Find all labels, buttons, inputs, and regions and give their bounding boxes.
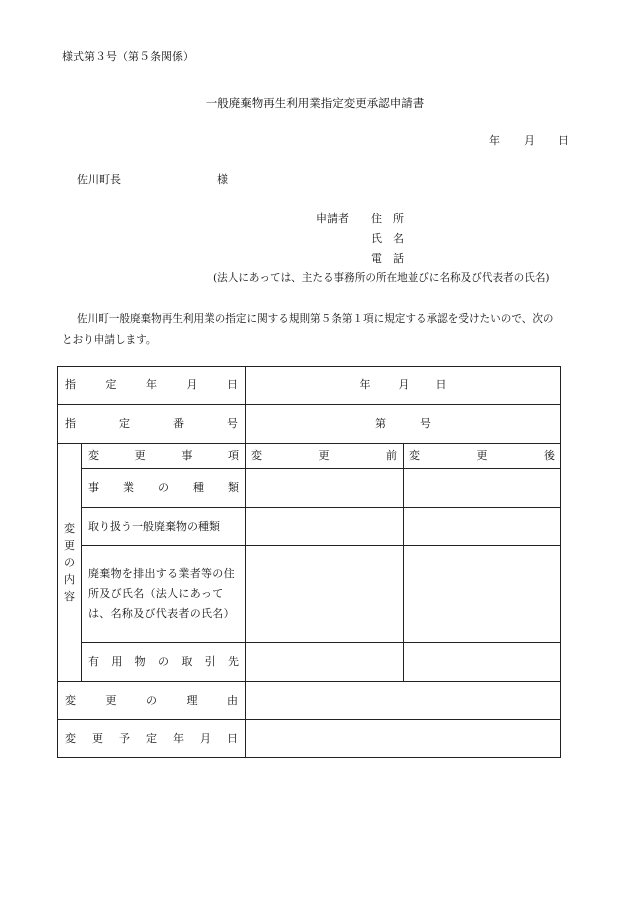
designation-number-value: 第 号 bbox=[375, 417, 431, 430]
date-year: 年 bbox=[489, 134, 500, 147]
row-trade-partner: 有 用 物 の 取 引 先 bbox=[88, 655, 239, 668]
addressee-honorific: 様 bbox=[217, 173, 228, 186]
applicant-note: (法人にあっては、主たる事務所の所在地並びに名称及び代表者の氏名) bbox=[213, 272, 550, 284]
application-table bbox=[57, 366, 561, 758]
row-waste-type: 取り扱う一般廃棄物の種類 bbox=[88, 519, 220, 533]
page-title: 一般廃棄物再生利用業指定変更承認申請書 bbox=[205, 96, 425, 110]
row-business-type: 事 業 の 種 類 bbox=[88, 481, 239, 494]
body-text-line-2: とおり申請します。 bbox=[62, 334, 157, 346]
applicant-phone-label: 電 話 bbox=[371, 252, 404, 265]
addressee-name: 佐川町長 bbox=[77, 173, 121, 186]
body-text-line-1: 佐川町一般廃棄物再生利用業の指定に関する規則第５条第１項に規定する承認を受けたいので、次の bbox=[77, 313, 554, 325]
date-month: 月 bbox=[524, 134, 535, 147]
form-number: 様式第３号（第５条関係） bbox=[62, 50, 194, 63]
designation-date-value: 年 月 日 bbox=[359, 378, 447, 391]
change-date-label: 変 更 予 定 年 月 日 bbox=[65, 731, 238, 745]
change-content-label: 変 更 の 内 容 bbox=[64, 522, 75, 603]
applicant-label: 申請者 bbox=[316, 212, 349, 225]
change-reason-label: 変 更 の 理 由 bbox=[65, 693, 238, 707]
header-change-item: 変 更 事 項 bbox=[88, 449, 239, 462]
row-discharger: 廃棄物を排出する業者等の住所及び氏名（法人にあっては、名称及び代表者の氏名） bbox=[88, 567, 235, 620]
designation-number-label: 指 定 番 号 bbox=[65, 417, 238, 430]
designation-date-label: 指 定 年 月 日 bbox=[65, 378, 238, 391]
date-day: 日 bbox=[558, 134, 569, 147]
applicant-name-label: 氏 名 bbox=[371, 232, 404, 245]
header-before-change: 変 更 前 bbox=[251, 449, 397, 462]
applicant-address-label: 住 所 bbox=[371, 212, 404, 225]
header-after-change: 変 更 後 bbox=[409, 449, 555, 462]
